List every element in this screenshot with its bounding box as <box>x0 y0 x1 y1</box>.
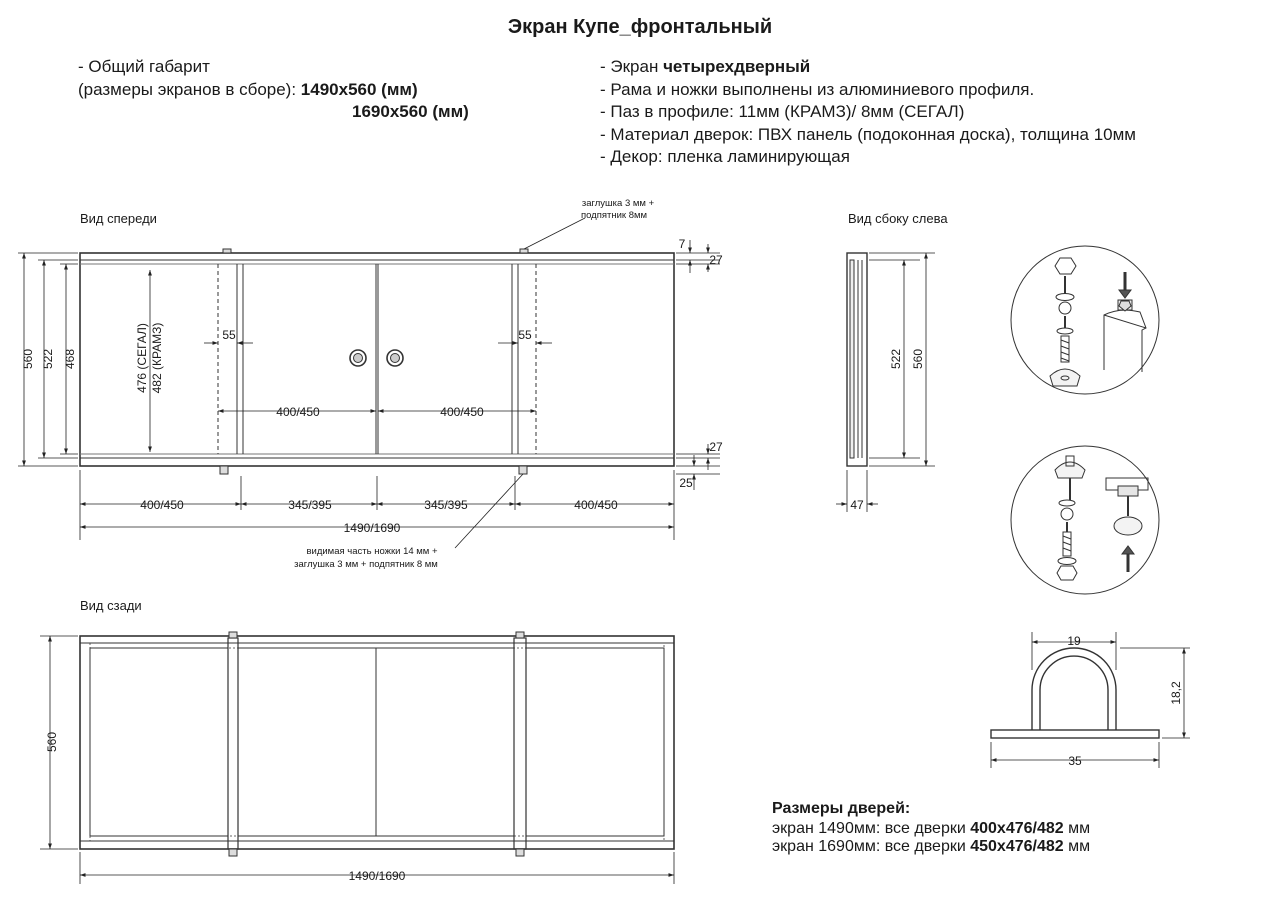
dim-label: 25 <box>679 476 693 490</box>
dim-label: 55 <box>518 328 532 342</box>
dim-label: 27 <box>709 253 723 267</box>
front-view <box>80 249 674 474</box>
dim-label: 400/450 <box>140 498 184 512</box>
dim-label: 560 <box>911 348 925 370</box>
dim-label: 476 (СЕГАЛ) <box>135 323 149 393</box>
dim-label: 1490/1690 <box>348 869 406 883</box>
dim-label: 400/450 <box>276 405 320 419</box>
top-leg-detail <box>1011 246 1159 394</box>
dim-label: 345/395 <box>288 498 332 512</box>
size-1490: 1490х560 (мм) <box>300 79 418 99</box>
door-size-line: экран 1490мм: все дверки 400х476/482 мм <box>772 820 1091 837</box>
plug-note: подпятник 8мм <box>580 210 648 221</box>
dim-label: 468 <box>63 348 77 370</box>
dim-label: 55 <box>222 328 236 342</box>
dim-label: 345/395 <box>424 498 468 512</box>
dim-label: 7 <box>678 237 686 251</box>
handle-icon <box>354 354 363 363</box>
handle-dimensions <box>991 632 1190 768</box>
leg-note: заглушка 3 мм + подпятник 8 мм <box>294 559 438 570</box>
door-count: четырехдверный <box>663 57 811 76</box>
plug-note: заглушка 3 мм + <box>581 198 655 209</box>
dim-label: 400/450 <box>574 498 618 512</box>
dim-label: 482 (КРАМЗ) <box>150 322 164 394</box>
back-view <box>80 632 674 856</box>
bottom-leg-detail <box>1011 446 1159 594</box>
page-title: Экран Купе_фронтальный <box>507 16 773 38</box>
door-size-line: экран 1690мм: все дверки 450х476/482 мм <box>772 838 1091 855</box>
spec-line: (размеры экранов в сборе): 1490х560 (мм) <box>78 79 418 99</box>
size-1690: 1690х560 (мм) <box>352 102 469 121</box>
dim-label: 400/450 <box>440 405 484 419</box>
dim-label: 522 <box>41 348 55 370</box>
side-view-label: Вид сбоку слева <box>848 211 948 226</box>
dim-label: 27 <box>709 440 723 454</box>
spec-line: - Материал дверок: ПВХ панель (подоконная доска), толщина 10мм <box>600 124 1136 144</box>
door-sizes-heading: Размеры дверей: <box>772 800 911 817</box>
spec-line: - Общий габарит <box>78 57 210 76</box>
front-view-label: Вид спереди <box>80 211 157 226</box>
leg-note: видимая часть ножки 14 мм + <box>306 546 438 557</box>
side-view <box>847 253 867 466</box>
handle-dimension-labels <box>1067 634 1183 768</box>
handle-profile <box>991 648 1159 738</box>
dim-label: 522 <box>889 348 903 370</box>
dim-label: 47 <box>850 498 864 512</box>
dim-label: 35 <box>1068 754 1082 768</box>
spec-line: - Экран четырехдверный <box>600 57 811 76</box>
dim-label: 1490/1690 <box>343 521 401 535</box>
dim-label: 560 <box>45 731 59 753</box>
spec-line: - Паз в профиле: 11мм (КРАМЗ)/ 8мм (СЕГАЛ) <box>600 102 965 121</box>
spec-line: - Рама и ножки выполнены из алюминиевого профиля. <box>600 79 1035 99</box>
back-view-label: Вид сзади <box>80 598 142 613</box>
dim-label: 560 <box>21 348 35 370</box>
dim-label: 18,2 <box>1169 681 1183 705</box>
handle-icon <box>391 354 400 363</box>
spec-line: - Декор: пленка ламинирующая <box>600 147 850 166</box>
back-dimensions <box>40 636 674 884</box>
back-dimension-labels <box>45 732 406 883</box>
dim-label: 19 <box>1067 634 1081 648</box>
